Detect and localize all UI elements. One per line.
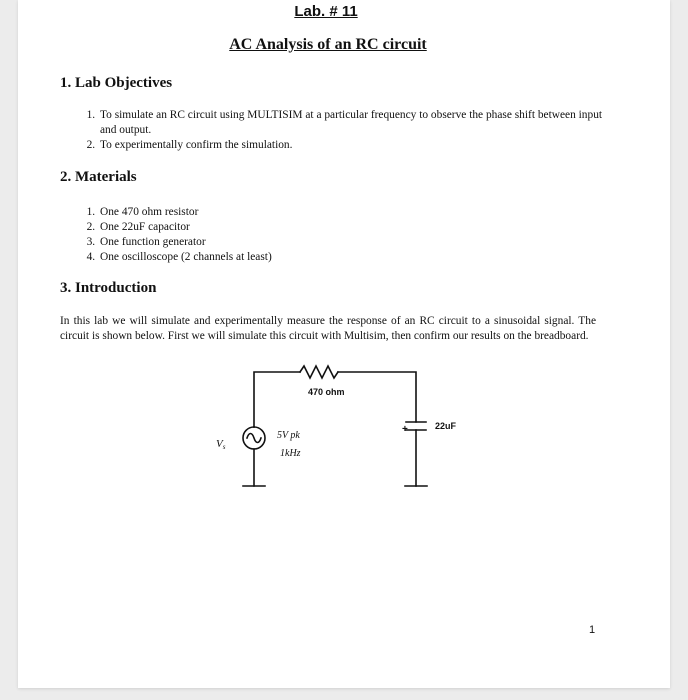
lab-title: Lab. # 11 (294, 3, 358, 20)
material-item: 1. One 470 ohm resistor (98, 205, 612, 220)
resistor-label: 470 ohm (308, 387, 345, 397)
introduction-paragraph: In this lab we will simulate and experimentally measure the response of an RC circuit to a sinusoidal signal. The circuit is shown below. First we will simulate this circuit with Multisim, then confirm our results on the breadboard. (60, 315, 596, 342)
objective-item: 1. To simulate an RC circuit using MULTISIM at a particular frequency to observe the phase shift between input and output. (98, 108, 612, 138)
material-item: 4. One oscilloscope (2 channels at least) (98, 250, 612, 265)
sine-wave-icon (247, 434, 261, 443)
objectives-heading: 1. Lab Objectives (60, 75, 173, 91)
source-amplitude-label: 5V pk (277, 430, 300, 441)
capacitor-label: 22uF (435, 421, 457, 431)
page-number: 1 (589, 624, 596, 636)
capacitor-polarity-label: + (402, 424, 408, 435)
materials-heading: 2. Materials (60, 169, 137, 185)
introduction-heading: 3. Introduction (60, 280, 157, 296)
resistor-symbol (300, 366, 338, 378)
material-item: 2. One 22uF capacitor (98, 220, 612, 235)
rc-circuit-diagram (18, 0, 670, 688)
objective-item: 2. To experimentally confirm the simulation. (98, 138, 612, 153)
document-page (18, 0, 670, 688)
wire-top-left (254, 372, 300, 427)
wire-top-right (338, 372, 416, 422)
document-title: AC Analysis of an RC circuit (229, 36, 427, 53)
material-item: 3. One function generator (98, 235, 612, 250)
source-name-label: Vs (216, 438, 226, 451)
source-frequency-label: 1kHz (280, 448, 301, 459)
